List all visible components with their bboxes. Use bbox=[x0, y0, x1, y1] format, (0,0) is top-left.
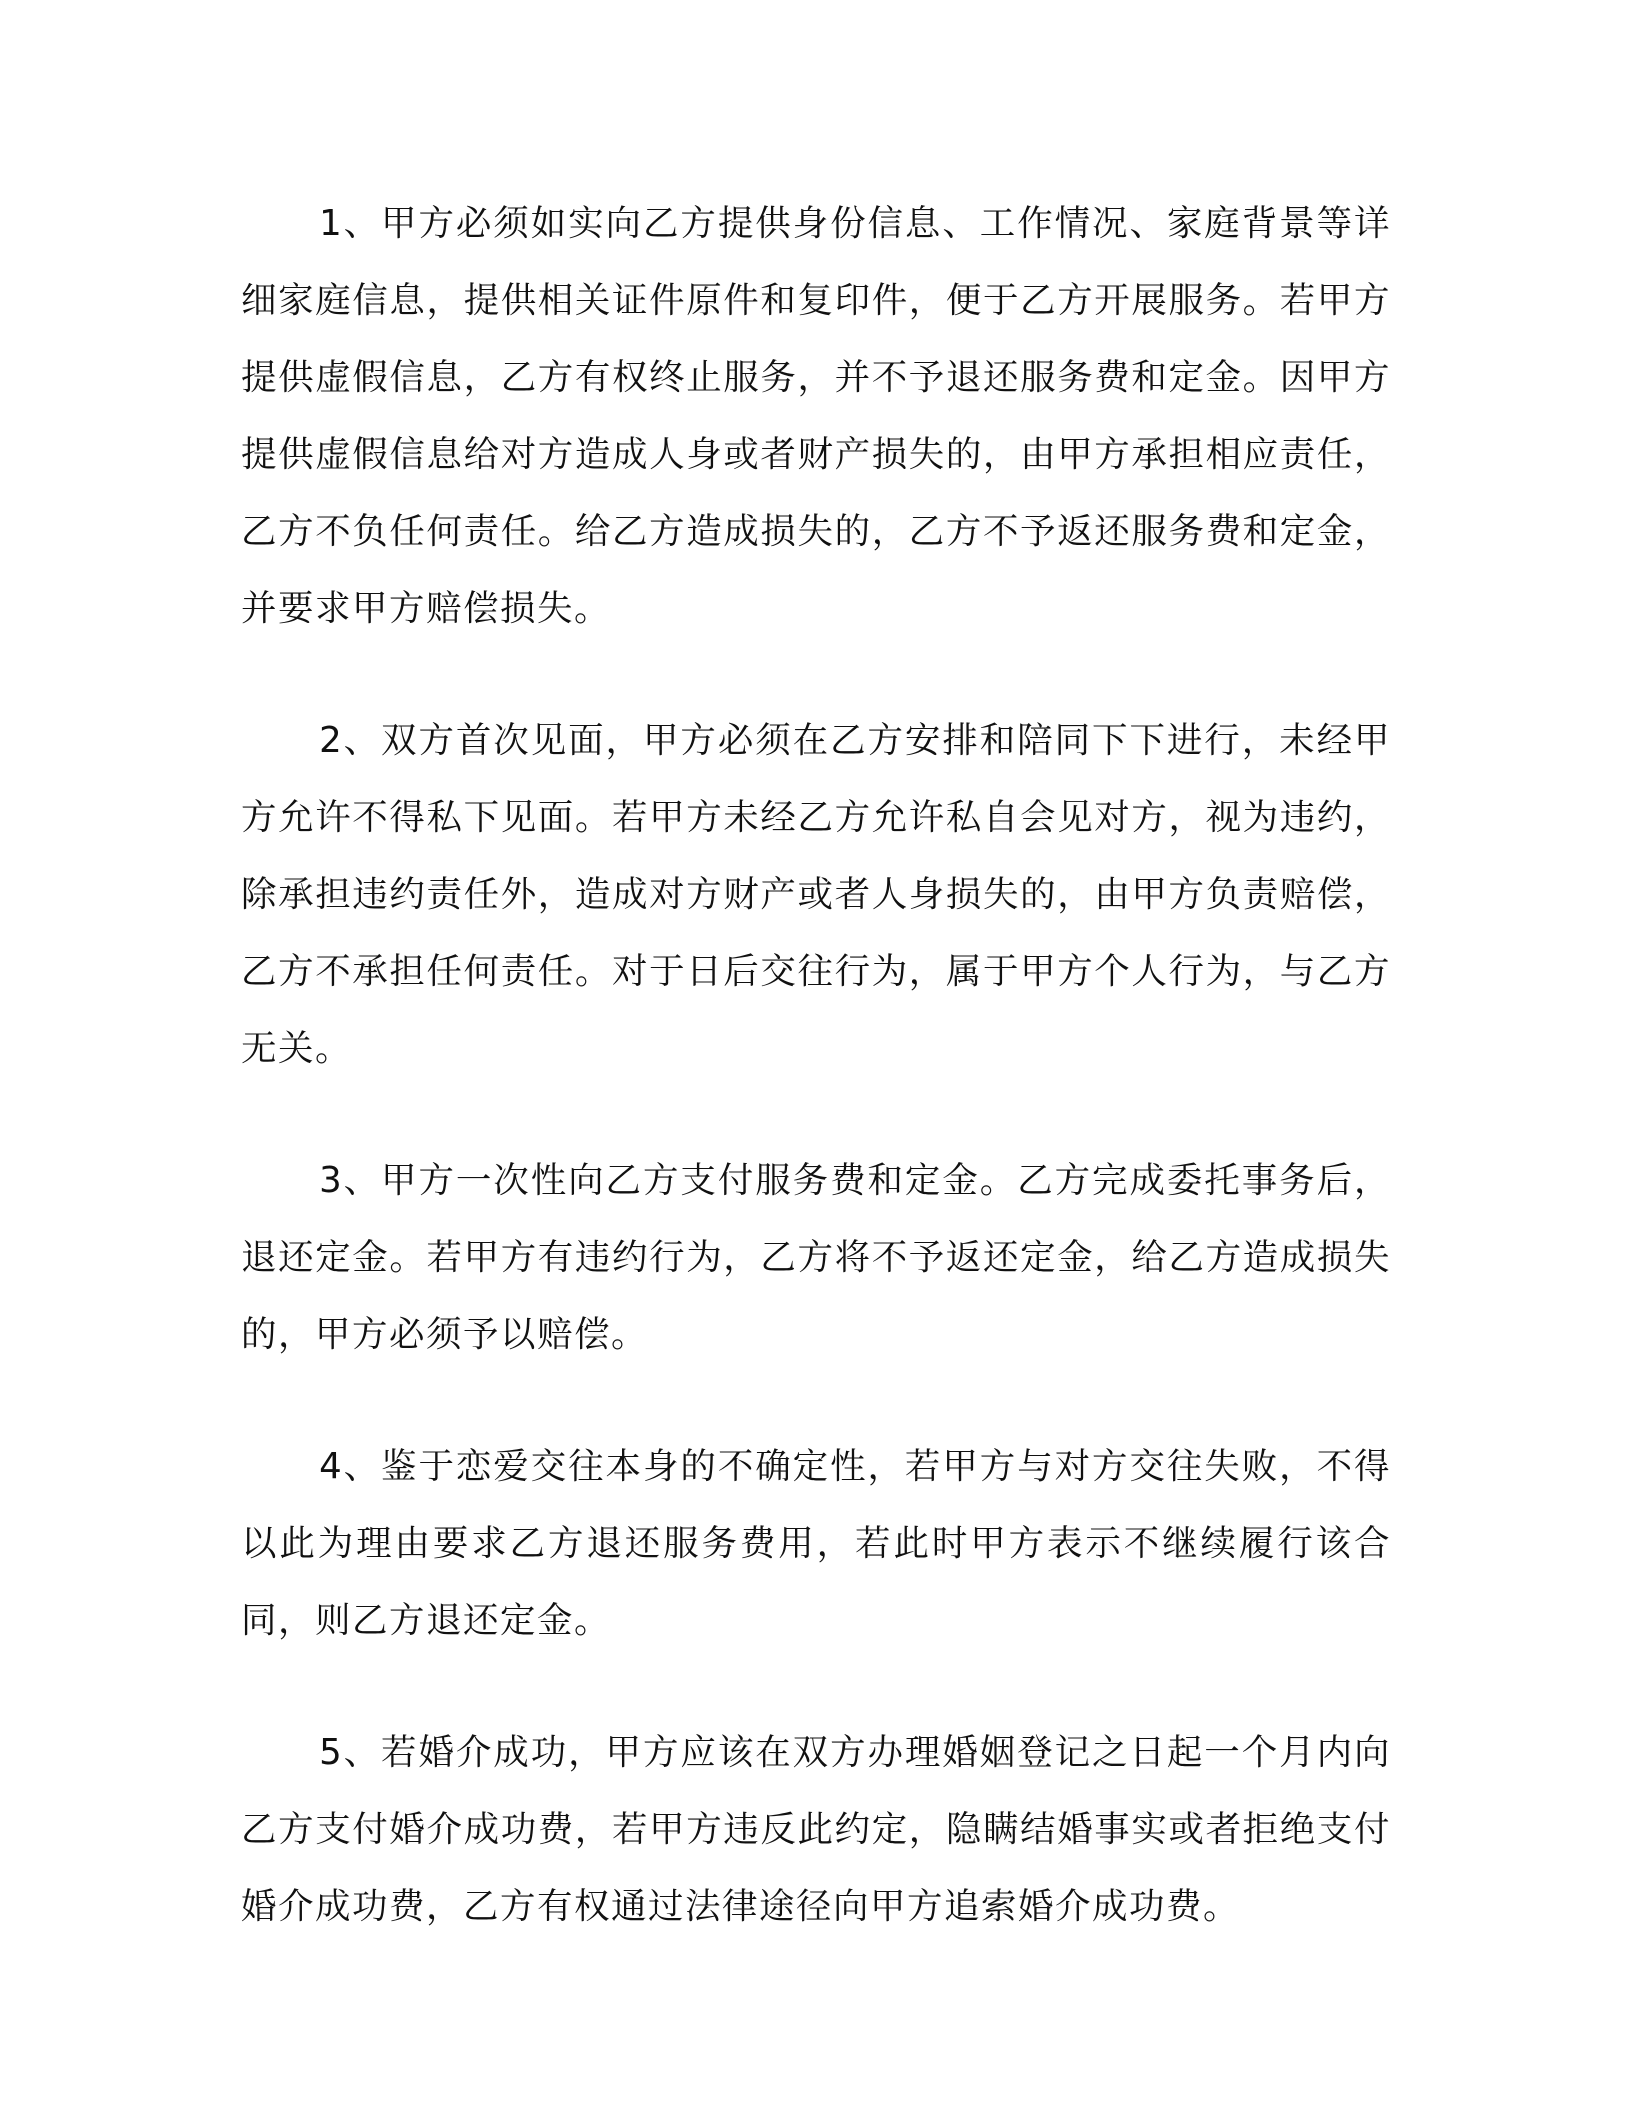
clause-text: 双方首次见面，甲方必须在乙方安排和陪同下下进行，未经甲方允许不得私下见面。若甲方未经乙方允许私自会见对方，视为违约，除承担违约责任外，造成对方财产或者人身损失的，由甲方负责赔偿，乙方不承担任何责任。对于日后交往行为，属于甲方个人行为，与乙方无关。 bbox=[241, 720, 1391, 1069]
clause-number: 1、 bbox=[319, 203, 382, 244]
clause-5 bbox=[241, 1714, 1391, 1945]
clause-number: 5、 bbox=[319, 1732, 382, 1773]
clause-3 bbox=[241, 1142, 1391, 1373]
clause-number: 2、 bbox=[319, 720, 382, 761]
clause-text: 甲方一次性向乙方支付服务费和定金。乙方完成委托事务后，退还定金。若甲方有违约行为，乙方将不予返还定金，给乙方造成损失的，甲方必须予以赔偿。 bbox=[241, 1160, 1391, 1355]
clause-text: 若婚介成功，甲方应该在双方办理婚姻登记之日起一个月内向乙方支付婚介成功费，若甲方违反此约定，隐瞒结婚事实或者拒绝支付婚介成功费，乙方有权通过法律途径向甲方追索婚介成功费。 bbox=[241, 1732, 1391, 1927]
clause-1 bbox=[241, 185, 1391, 647]
clause-number: 4、 bbox=[319, 1446, 382, 1487]
clause-text: 甲方必须如实向乙方提供身份信息、工作情况、家庭背景等详细家庭信息，提供相关证件原件和复印件，便于乙方开展服务。若甲方提供虚假信息，乙方有权终止服务，并不予退还服务费和定金。因甲方提供虚假信息给对方造成人身或者财产损失的，由甲方承担相应责任，乙方不负任何责任。给乙方造成损失的，乙方不予返还服务费和定金，并要求甲方赔偿损失。 bbox=[241, 203, 1391, 629]
clause-2 bbox=[241, 702, 1391, 1087]
contract-clauses bbox=[241, 185, 1391, 2000]
clause-4 bbox=[241, 1428, 1391, 1659]
clause-number: 3、 bbox=[319, 1160, 382, 1201]
clause-text: 鉴于恋爱交往本身的不确定性，若甲方与对方交往失败，不得以此为理由要求乙方退还服务费用，若此时甲方表示不继续履行该合同，则乙方退还定金。 bbox=[241, 1446, 1391, 1641]
